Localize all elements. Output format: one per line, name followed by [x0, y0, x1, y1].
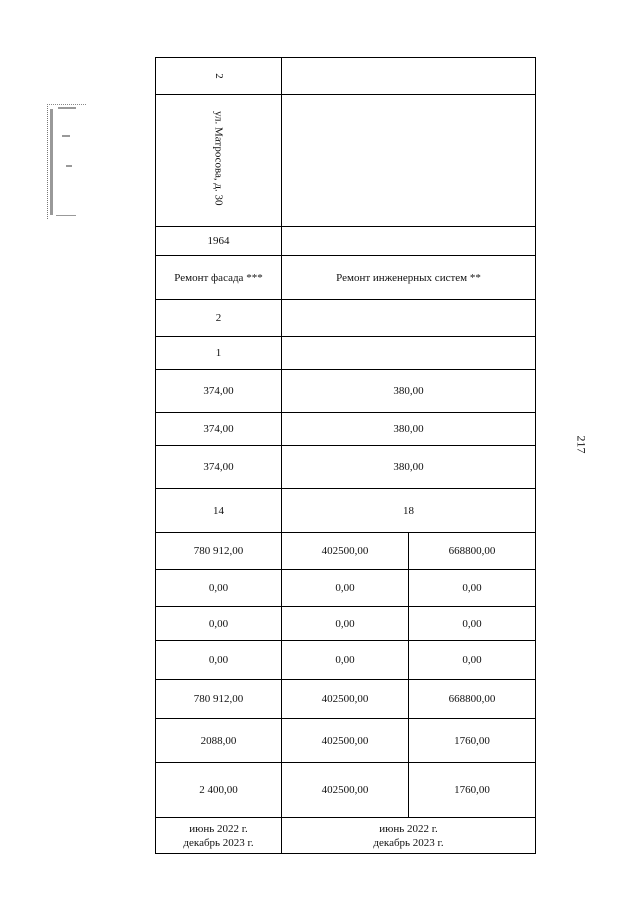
table-row: [156, 370, 536, 413]
table-cell: 1964: [156, 227, 282, 256]
data-table: [155, 57, 536, 854]
table-row: [156, 818, 536, 854]
table-cell: 374,00: [156, 413, 282, 446]
table-cell: 374,00: [156, 370, 282, 413]
table-cell: 668800,00: [409, 680, 536, 719]
table-cell: [282, 227, 536, 256]
table-cell: 0,00: [409, 607, 536, 641]
header-cell: Ремонт инженерных систем **: [282, 256, 536, 300]
table-cell: [282, 95, 536, 227]
date-cell: [156, 818, 282, 854]
table-cell: 14: [156, 489, 282, 533]
table-row: [156, 337, 536, 370]
table-row: [156, 607, 536, 641]
table-cell: 380,00: [282, 446, 536, 489]
table-cell: 0,00: [409, 641, 536, 680]
table-cell: 374,00: [156, 446, 282, 489]
date-cell: [282, 818, 536, 854]
page-number: 217: [574, 435, 589, 454]
table-row: [156, 570, 536, 607]
table-row: [156, 227, 536, 256]
table-cell: 0,00: [282, 641, 409, 680]
table-cell: 0,00: [282, 607, 409, 641]
address-cell: ул. Матросова, д. 30: [156, 95, 282, 227]
header-cell: Ремонт фасада ***: [156, 256, 282, 300]
table-row: [156, 413, 536, 446]
table-cell: 1760,00: [409, 719, 536, 763]
table-row: [156, 446, 536, 489]
table-cell: 780 912,00: [156, 680, 282, 719]
table-row: [156, 58, 536, 95]
table-row: [156, 641, 536, 680]
table-cell: 2: [156, 300, 282, 337]
table-cell: 2 400,00: [156, 763, 282, 818]
table-cell: 402500,00: [282, 533, 409, 570]
table-cell: 2: [156, 58, 282, 95]
date-end: декабрь 2023 г.: [373, 836, 444, 849]
table-cell: 2088,00: [156, 719, 282, 763]
table-cell: 0,00: [156, 570, 282, 607]
date-start: июнь 2022 г.: [189, 822, 248, 835]
table-cell: 380,00: [282, 370, 536, 413]
table-row: [156, 256, 536, 300]
table-cell: 0,00: [409, 570, 536, 607]
table-row: [156, 763, 536, 818]
table-cell: [282, 300, 536, 337]
table-row: [156, 95, 536, 227]
table-cell: 1760,00: [409, 763, 536, 818]
table-cell: [282, 58, 536, 95]
table-cell: 402500,00: [282, 763, 409, 818]
table-cell: 1: [156, 337, 282, 370]
table-cell: 402500,00: [282, 719, 409, 763]
table-row: [156, 719, 536, 763]
table-cell: 0,00: [156, 607, 282, 641]
stamp-mark: [47, 104, 86, 219]
table-cell: 0,00: [156, 641, 282, 680]
table-cell: 0,00: [282, 570, 409, 607]
table-cell: 18: [282, 489, 536, 533]
table-row: [156, 489, 536, 533]
table-cell: 780 912,00: [156, 533, 282, 570]
table-row: [156, 680, 536, 719]
table-cell: [282, 337, 536, 370]
date-start: июнь 2022 г.: [379, 822, 438, 835]
table-cell: 668800,00: [409, 533, 536, 570]
table-cell: 402500,00: [282, 680, 409, 719]
table-cell: 380,00: [282, 413, 536, 446]
date-end: декабрь 2023 г.: [183, 836, 254, 849]
table-row: [156, 300, 536, 337]
table-row: [156, 533, 536, 570]
